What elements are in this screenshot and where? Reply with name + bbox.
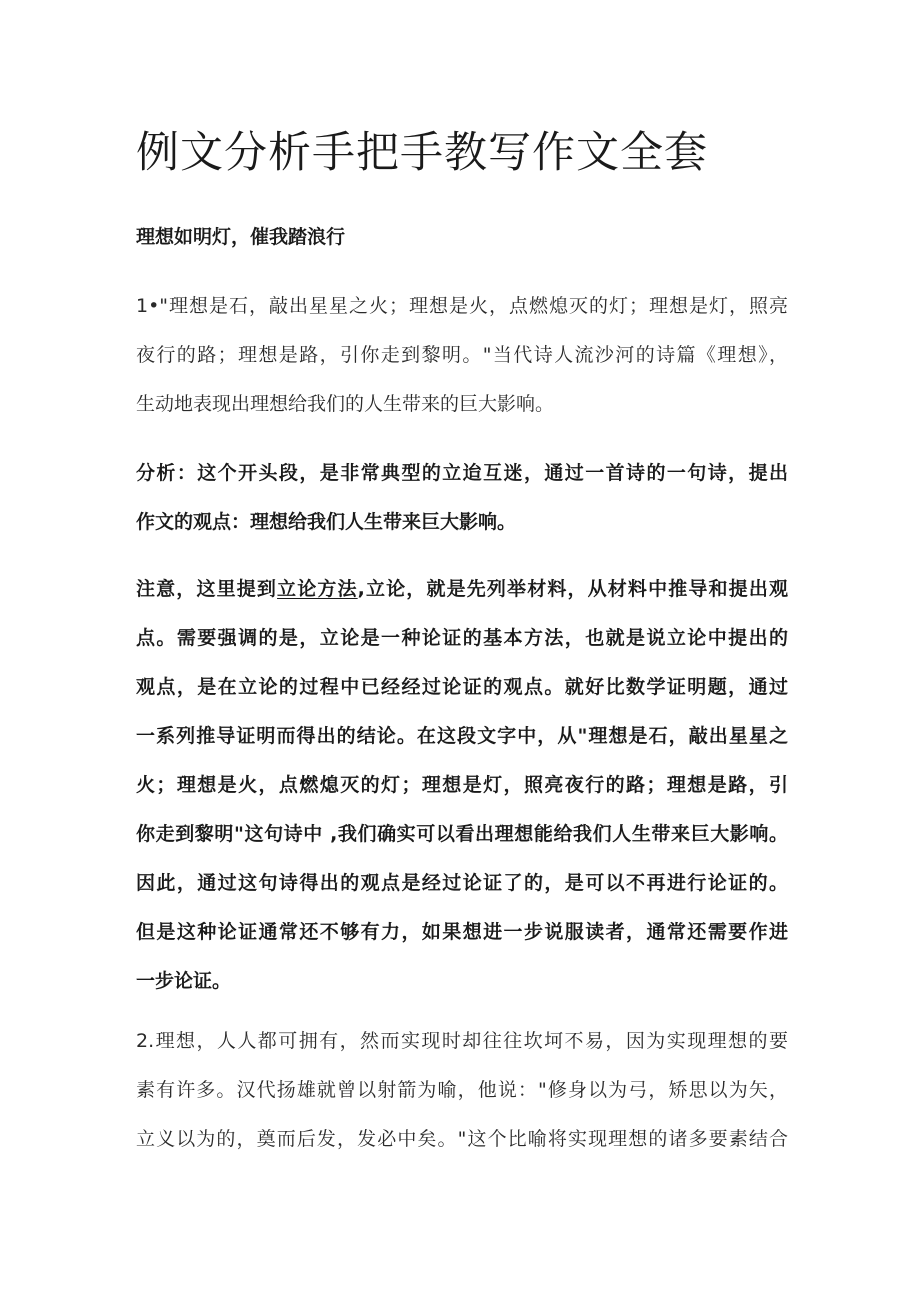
text-line: 作文的观点：理想给我们人生带来巨大影响。: [136, 511, 517, 533]
paragraph-example-2: [136, 1017, 788, 1164]
text-line: 点。需要强调的是，立论是一种论证的基本方法，也就是说立论中提出的: [136, 627, 788, 649]
lilun-method-link[interactable]: 立论方法: [277, 578, 358, 600]
text-line: 观点，是在立论的过程中已经经过论证的观点。就好比数学证明题，通过: [136, 676, 788, 698]
essay-subtitle: 理想如明灯，催我踏浪行: [136, 226, 346, 248]
text-line: 分析：这个开头段，是非常典型的立迨互迷，通过一首诗的一句诗，提出: [136, 462, 788, 484]
text-line: [136, 565, 788, 614]
text-line: 一系列推导证明而得出的结论。在这段文字中，从"理想是石，敲出星星之: [136, 725, 788, 747]
text-line: 立义以为的，奠而后发，发必中矣。"这个比喻将实现理想的诸多要素结合: [136, 1128, 788, 1150]
text-line: 因此，通过这句诗得出的观点是经过论证了的，是可以不再进行论证的。: [136, 872, 788, 894]
text-line: 你走到黎明"这句诗中 ,我们确实可以看出理想能给我们人生带来巨大影响。: [136, 823, 788, 845]
text-line: 但是这种论证通常还不够有力，如果想进一步说服读者，通常还需要作进: [136, 921, 788, 943]
text-line: 一步论证。: [136, 970, 232, 992]
paragraph-analysis: [136, 449, 788, 547]
page-title: 例文分析手把手教写作文全套: [136, 128, 708, 178]
text-line: 素有许多。汉代扬雄就曾以射箭为喻，他说："修身以为弓，矫思以为矢，: [136, 1079, 788, 1101]
text-line: 夜行的路；理想是路，引你走到黎明。"当代诗人流沙河的诗篇《理想》，: [136, 344, 788, 366]
paragraph-note: [136, 565, 788, 1006]
text-line: 火；理想是火，点燃熄灭的灯；理想是灯，照亮夜行的路；理想是路，引: [136, 774, 788, 796]
text-line: 1•"理想是石，敲出星星之火；理想是火，点燃熄灭的灯；理想是灯，照亮: [136, 295, 788, 317]
text-segment: ,立论，就是先列举材料，从材料中推导和提出观: [357, 578, 788, 600]
paragraph-example-1: [136, 282, 788, 429]
text-line: 2.理想，人人都可拥有，然而实现时却往往坎坷不易，因为实现理想的要: [136, 1030, 788, 1052]
text-segment: 注意，这里提到: [136, 578, 278, 600]
text-line: 生动地表现出理想给我们的人生带来的巨大影响。: [136, 393, 555, 415]
